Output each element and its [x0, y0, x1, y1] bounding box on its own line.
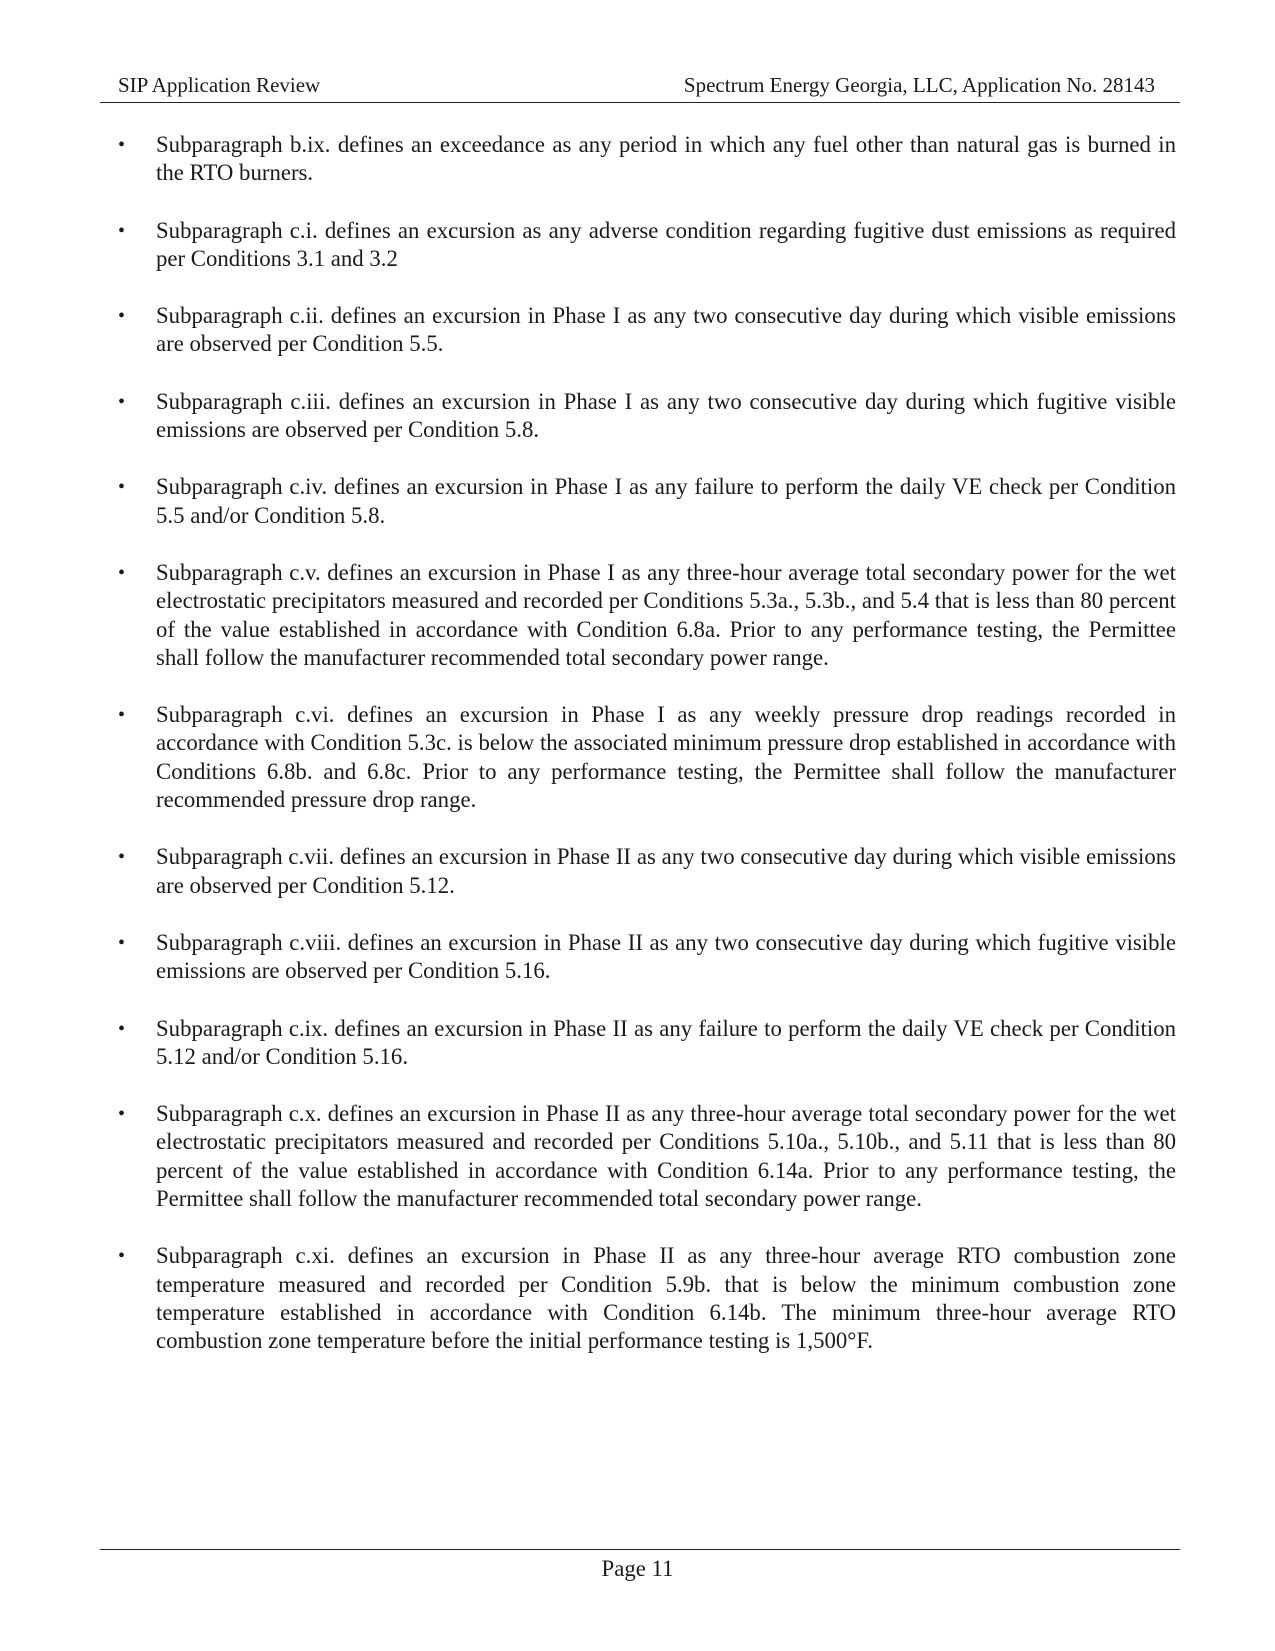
bullet-icon: • — [118, 134, 126, 156]
list-item — [118, 559, 1176, 672]
list-item — [118, 1100, 1176, 1213]
bullet-list — [118, 131, 1176, 1385]
list-item-text: Subparagraph c.viii. defines an excursion in Phase II as any two consecutive day during which fugitive visible emissions are observed per Condition 5.16. — [156, 929, 1176, 984]
list-item-text: Subparagraph c.i. defines an excursion as any adverse condition regarding fugitive dust emissions as required per Conditions 3.1 and 3.2 — [156, 217, 1176, 271]
list-item-text: Subparagraph c.xi. defines an excursion in Phase II as any three-hour average RTO combustion zone temperature measured and recorded per Condition 5.9b. that is below the minimum combustion zone temperature established in accordance with Condition 6.14b. The minimum three-hour average RTO combustion zone temperature before the initial performance testing is 1,500°F. — [156, 1243, 1176, 1354]
list-item — [118, 131, 1176, 188]
footer-divider — [100, 1549, 1180, 1550]
list-item-text: Subparagraph c.v. defines an excursion in Phase I as any three-hour average total secondary power for the wet electrostatic precipitators measured and recorded per Conditions 5.3a., 5.3b., and 5.4 that is less than 80 percent of the value established in accordance with Condition 6.8a. Prior to any performance testing, the Permittee shall follow the manufacturer recommended total secondary power range. — [156, 559, 1176, 670]
list-item-text: Subparagraph c.iv. defines an excursion in Phase I as any failure to perform the daily VE check per Condition 5.5 and/or Condition 5.8. — [156, 474, 1176, 528]
bullet-icon: • — [118, 846, 126, 869]
bullet-icon: • — [118, 476, 126, 499]
header-document-title: SIP Application Review — [118, 73, 321, 97]
bullet-icon: • — [118, 219, 126, 242]
list-item — [118, 217, 1176, 274]
bullet-icon: • — [118, 305, 126, 328]
list-item — [118, 1015, 1176, 1072]
list-item — [118, 302, 1176, 359]
bullet-icon: • — [118, 1017, 126, 1040]
list-item-text: Subparagraph c.x. defines an excursion in Phase II as any three-hour average total secondary power for the wet electrostatic precipitators measured and recorded per Conditions 5.10a., 5.10b., and 5.11 that is less than 80 percent of the value established in accordance with Condition 6.14a. Prior to any performance testing, the Permittee shall follow the manufacturer recommended total secondary power range. — [156, 1101, 1176, 1212]
list-item — [118, 388, 1176, 445]
bullet-icon: • — [118, 704, 126, 727]
bullet-icon: • — [118, 390, 126, 413]
page-header — [100, 72, 1180, 103]
header-application-info: Spectrum Energy Georgia, LLC, Application No. 28143 — [683, 73, 1155, 97]
bullet-icon: • — [118, 1245, 126, 1268]
list-item — [118, 843, 1176, 900]
list-item — [118, 473, 1176, 530]
list-item-text: Subparagraph b.ix. defines an exceedance as any period in which any fuel other than natural gas is burned in the RTO burners. — [156, 132, 1176, 186]
bullet-icon: • — [118, 931, 126, 954]
list-item — [118, 929, 1176, 986]
list-item-text: Subparagraph c.ii. defines an excursion in Phase I as any two consecutive day during which visible emissions are observed per Condition 5.5. — [156, 303, 1176, 357]
bullet-icon: • — [118, 561, 126, 584]
list-item — [118, 701, 1176, 814]
list-item-text: Subparagraph c.vi. defines an excursion in Phase I as any weekly pressure drop readings recorded in accordance with Condition 5.3c. is below the associated minimum pressure drop established in accordance with Conditions 6.8b. and 6.8c. Prior to any performance testing, the Permittee shall follow the manufacturer recommended pressure drop range. — [156, 702, 1176, 813]
page-number: Page 11 — [601, 1556, 674, 1581]
list-item — [118, 1242, 1176, 1355]
list-item-text: Subparagraph c.ix. defines an excursion in Phase II as any failure to perform the daily VE check per Condition 5.12 and/or Condition 5.16. — [156, 1015, 1176, 1069]
list-item-text: Subparagraph c.iii. defines an excursion in Phase I as any two consecutive day during which fugitive visible emissions are observed per Condition 5.8. — [156, 388, 1176, 443]
bullet-icon: • — [118, 1103, 126, 1126]
list-item-text: Subparagraph c.vii. defines an excursion in Phase II as any two consecutive day during which visible emissions are observed per Condition 5.12. — [156, 844, 1176, 898]
